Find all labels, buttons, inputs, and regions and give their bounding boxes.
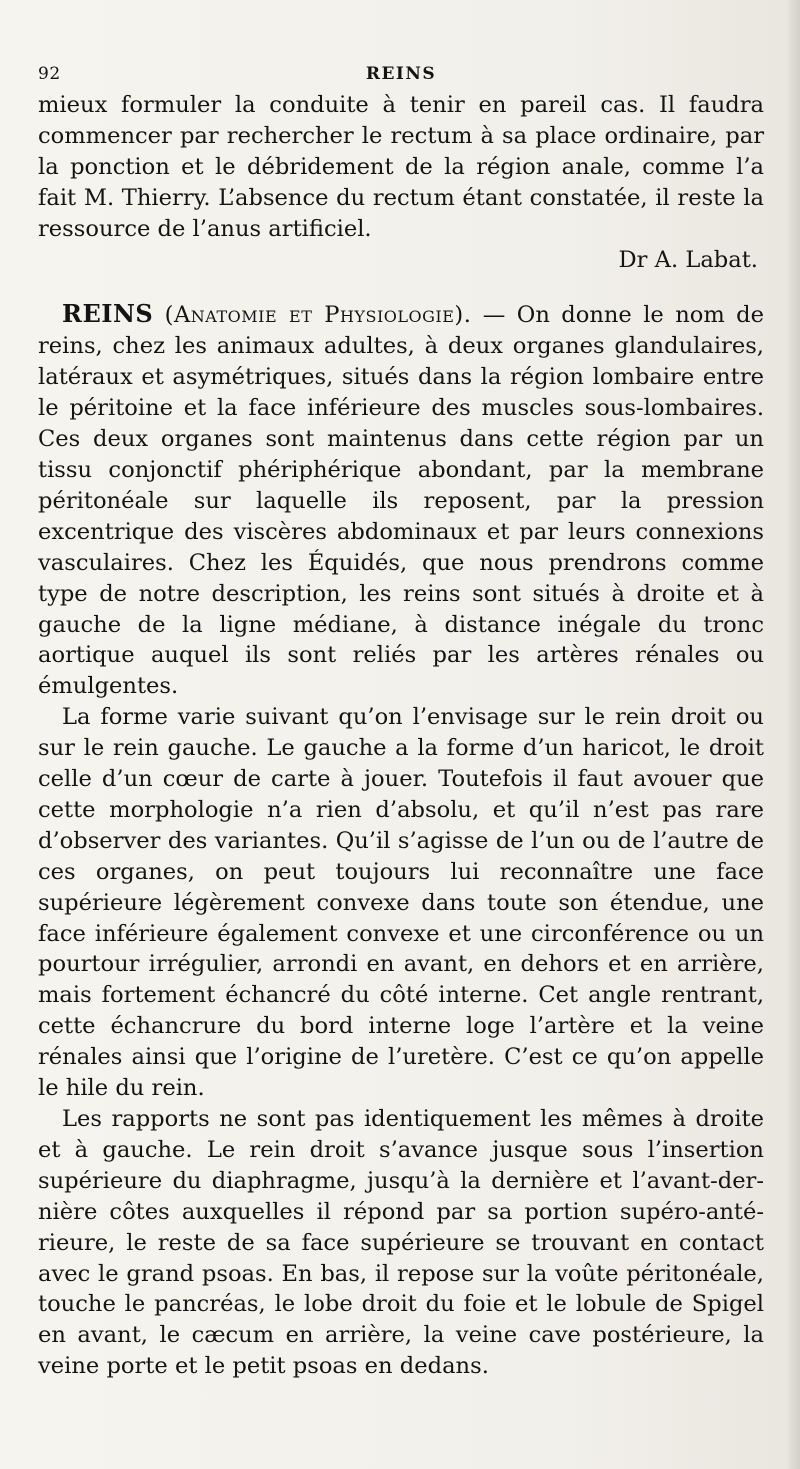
paragraph-continued: mieux formuler la conduite à tenir en pareil cas. Il faudra commencer par rechercher le rectum à sa place ordinaire, par la ponction et le débridement de la région anale, comme l’a fait M. Thierry. L’absence du rectum étant constatée, il reste la ressource de l’anus artificiel. (38, 92, 764, 242)
page-number: 92 (38, 64, 61, 84)
entry-subtitle: (Anatomie et Physiologie). (164, 302, 472, 329)
entry-paragraph (38, 299, 764, 702)
running-head (38, 58, 764, 90)
entry-dash: — (471, 302, 517, 329)
author-signature: Dr A. Labat. (618, 246, 758, 273)
page-edge-shadow (786, 0, 800, 1469)
section-title: REINS (365, 64, 437, 84)
page-text (38, 90, 764, 1382)
paragraph-form: La forme varie suivant qu’on l’envisage sur le rein droit ou sur le rein gauche. Le gauche a la forme d’un haricot, le droit celle d’un cœur de carte à jouer. Toutefois il faut avouer que cette morphologie n’a rien d’absolu, et qu’il n’est pas rare d’observer des variantes. Qu’il s’agisse de l’un ou de l’autre de ces organes, on peut toujours lui reconnaître une face supérieure légèrement convexe dans toute son étendue, une face inférieure également convexe et une circonférence ou un pourtour irrégulier, arrondi en avant, en dehors et en arrière, mais fortement échancré du côté interne. Cet angle rentrant, cette échancrure du bord interne loge l’artère et la veine rénales ainsi que l’origine de l’uretère. C’est ce qu’on appelle le hile du rein. (38, 704, 764, 1102)
paragraph-relations: Les rapports ne sont pas identiquement les mêmes à droite et à gauche. Le rein droit s’avance jusque sous l’insertion supérieure du diaphragme, jusqu’à la dernière et l’avant-dernière côtes auxquelles il répond par sa portion supéro-antérieure, le reste de sa face supérieure se trouvant en contact avec le grand psoas. En bas, il repose sur la voûte péritonéale, touche le pancréas, le lobe droit du foie et le lobule de Spigel en avant, le cæcum en arrière, la veine cave postérieure, la veine porte et le petit psoas en dedans. (38, 1106, 764, 1380)
entry-title: REINS (62, 299, 154, 329)
entry-text: On donne le nom de reins, chez les animaux adultes, à deux organes glandulaires, latéraux et asymétriques, situés dans la région lombaire entre le péritoine et la face inférieure des muscles sous-lombaires. Ces deux organes sont maintenus dans cette région par un tissu conjonctif phériphérique abondant, par la membrane péritonéale sur laquelle ils reposent, par la pression excentrique des viscères abdominaux et par leurs connexions vasculaires. Chez les Équidés, que nous prendrons comme type de notre description, les reins sont situés à droite et à gauche de la ligne médiane, à distance inégale du tronc aortique auquel ils sont reliés par les artères rénales ou émulgentes. (38, 302, 764, 700)
